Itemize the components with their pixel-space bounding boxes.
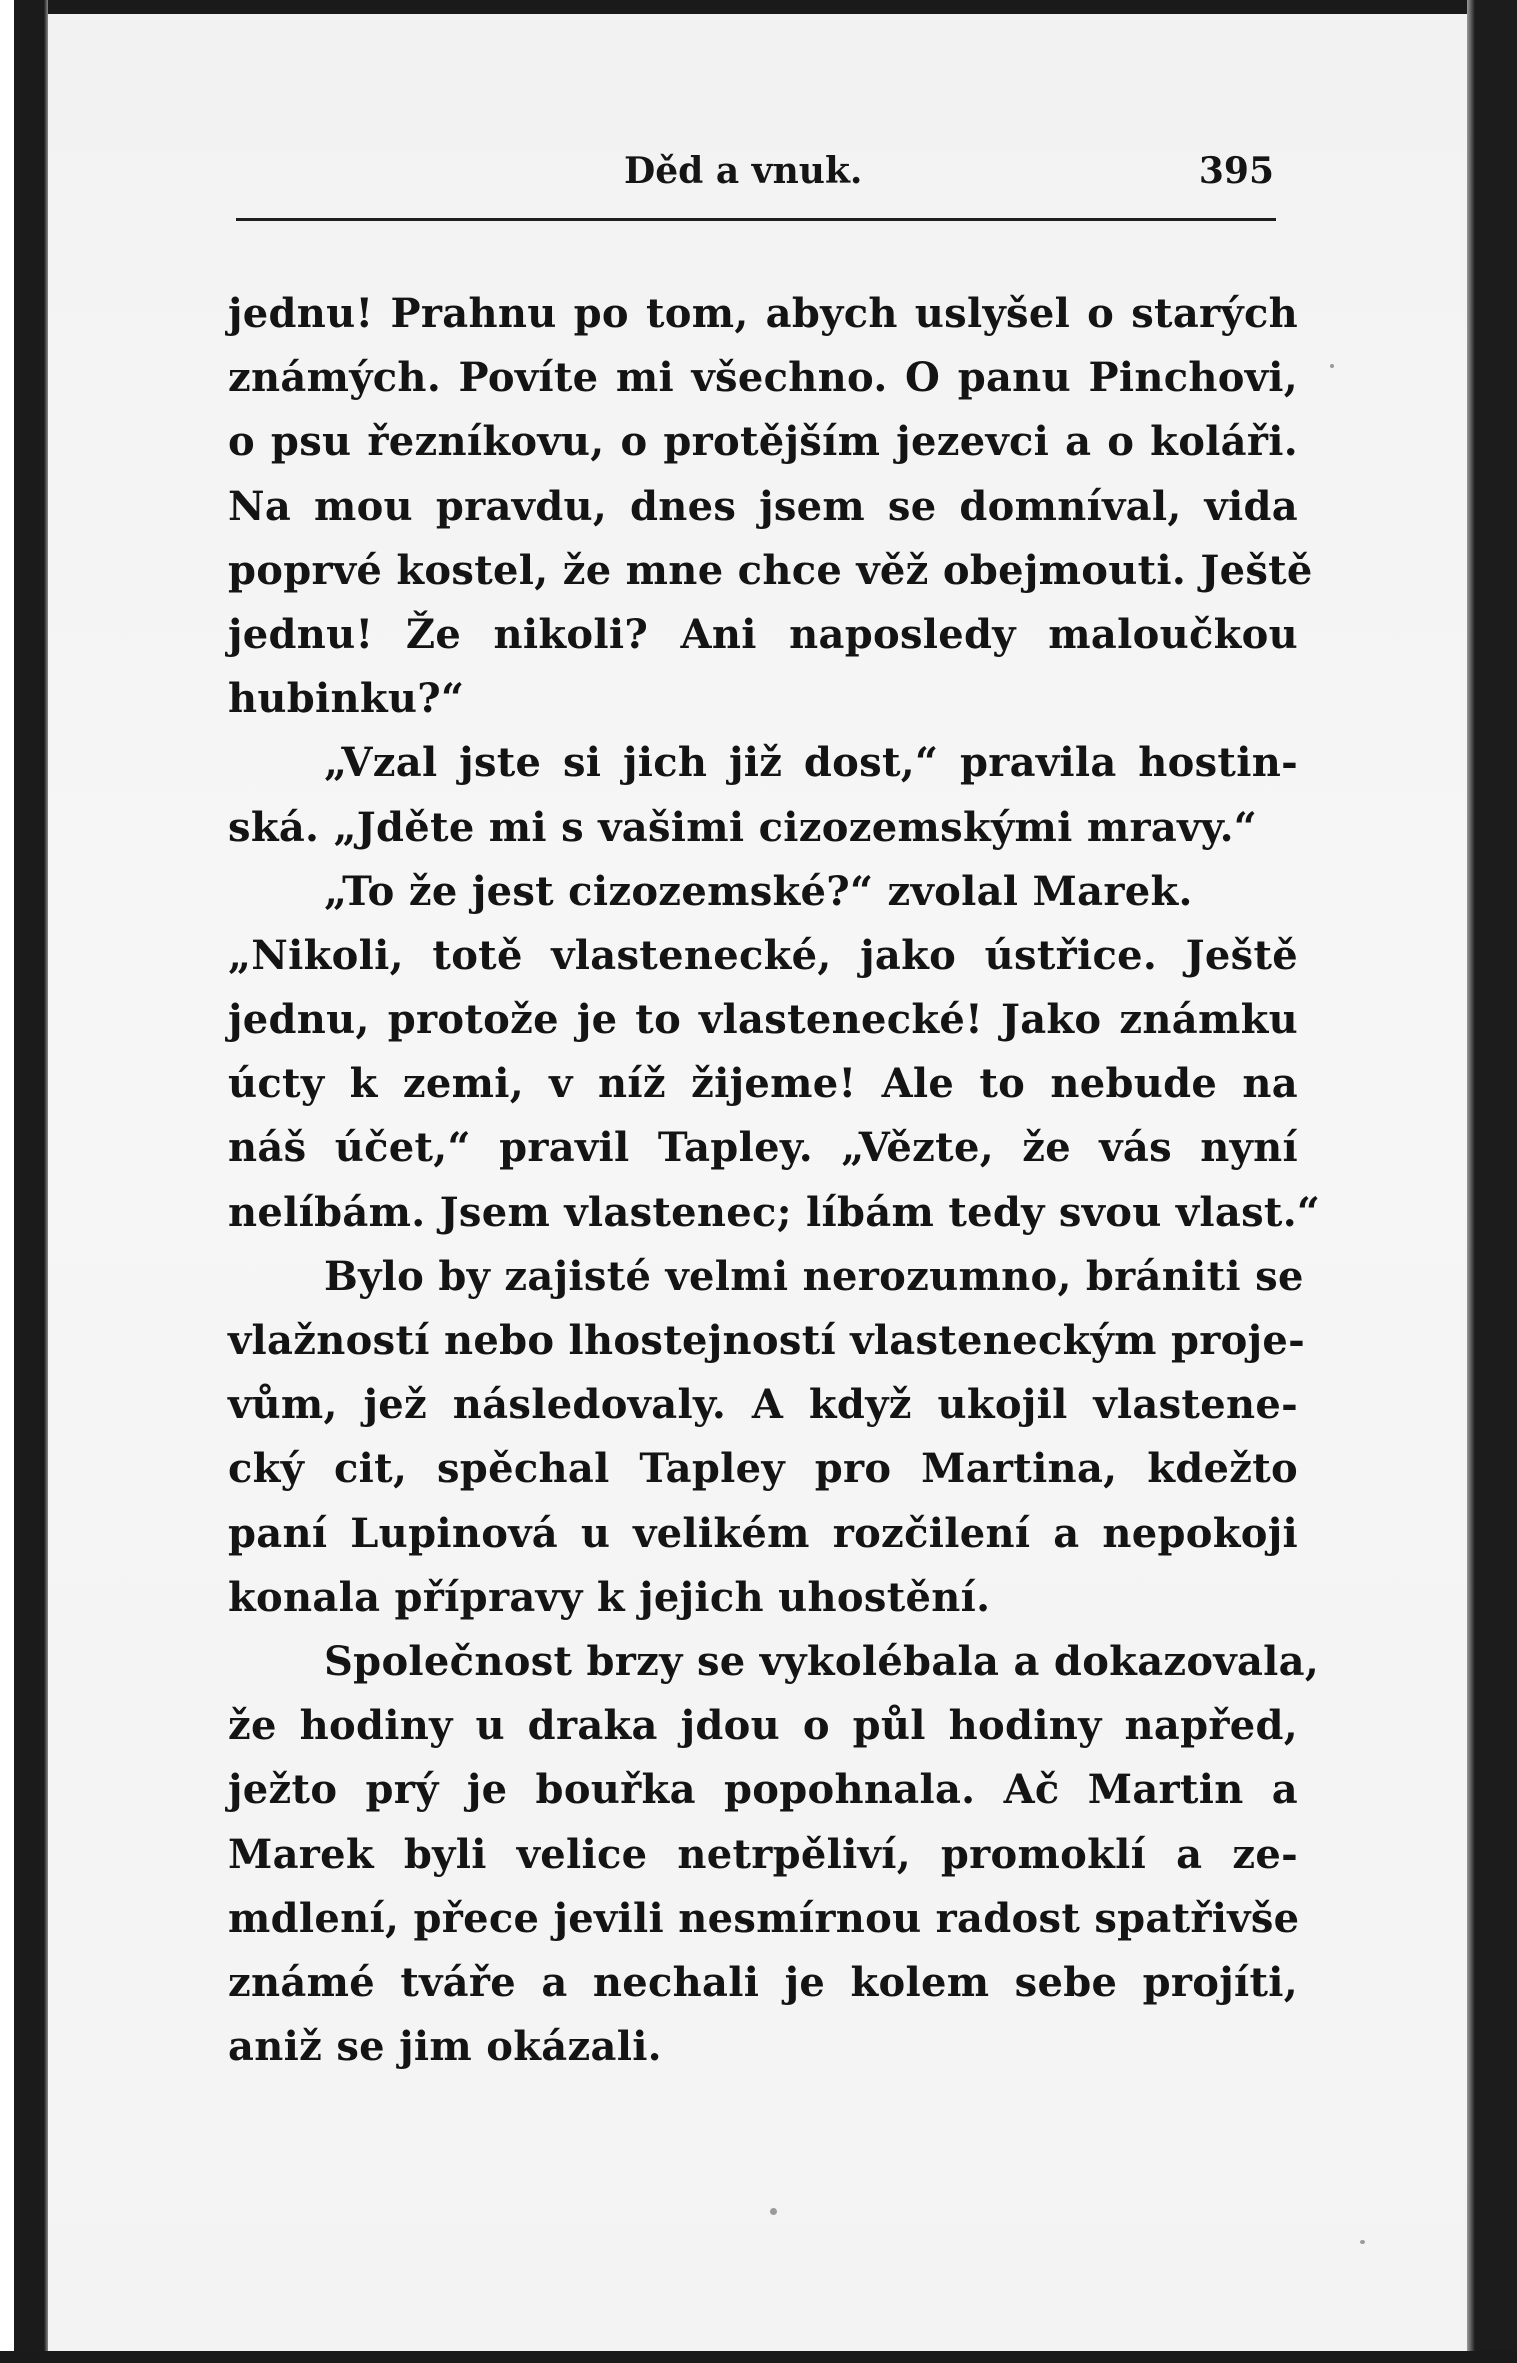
text-line: poprvé kostel, že mne chce věž obejmouti. Ještě bbox=[228, 546, 1313, 594]
text-line: že hodiny u draka jdou o půl hodiny napřed, bbox=[228, 1702, 1298, 1750]
text-line: známých. Povíte mi všechno. O panu Pinchovi, bbox=[228, 354, 1298, 402]
body-text bbox=[228, 282, 1321, 2079]
text-line: cký cit, spěchal Tapley pro Martina, kdežto bbox=[228, 1445, 1298, 1493]
paper-speck bbox=[1330, 364, 1334, 368]
text-line: „Nikoli, totě vlastenecké, jako ústřice. Ještě bbox=[228, 931, 1298, 979]
text-line: jednu! Že nikoli? Ani naposledy maloučkou bbox=[228, 610, 1298, 658]
page-number: 395 bbox=[1198, 150, 1274, 192]
text-line: ská. „Jděte mi s vašimi cizozemskými mravy.“ bbox=[228, 803, 1258, 851]
text-line: „Vzal jste si jich již dost,“ pravila hostin- bbox=[324, 739, 1298, 787]
text-line: jednu! Prahnu po tom, abych uslyšel o starých bbox=[228, 290, 1298, 337]
text-line: konala přípravy k jejich uhostění. bbox=[228, 1573, 991, 1621]
paper-speck bbox=[770, 2208, 777, 2215]
scan-border-top bbox=[0, 0, 1517, 14]
text-line: Společnost brzy se vykolébala a dokazovala, bbox=[324, 1637, 1320, 1685]
text-line: náš účet,“ pravil Tapley. „Vězte, že vás nyní bbox=[228, 1124, 1298, 1172]
text-line: Bylo by zajisté velmi nerozumno, brániti se bbox=[324, 1252, 1304, 1300]
scan-border-left bbox=[0, 0, 48, 2363]
header-rule bbox=[236, 218, 1276, 221]
text-line: úcty k zemi, v níž žijeme! Ale to nebude na bbox=[228, 1060, 1298, 1108]
text-line: „To že jest cizozemské?“ zvolal Marek. bbox=[324, 867, 1193, 915]
scan-border-right bbox=[1467, 0, 1517, 2363]
text-line: Marek byli velice netrpěliví, promoklí a ze- bbox=[228, 1830, 1298, 1878]
text-line: jednu, protože je to vlastenecké! Jako známku bbox=[228, 996, 1298, 1044]
text-line: paní Lupinová u velikém rozčilení a nepokoji bbox=[228, 1509, 1298, 1557]
text-line: ježto prý je bouřka popohnala. Ač Martin a bbox=[228, 1766, 1298, 1814]
text-line: vům, jež následovaly. A když ukojil vlastene- bbox=[228, 1381, 1298, 1429]
text-line: známé tváře a nechali je kolem sebe projíti, bbox=[228, 1958, 1298, 2006]
scan-border-bottom bbox=[0, 2351, 1517, 2363]
text-line: Na mou pravdu, dnes jsem se domníval, vida bbox=[228, 482, 1298, 530]
page-header bbox=[232, 150, 1274, 200]
text-line: nelíbám. Jsem vlastenec; líbám tedy svou vlast.“ bbox=[228, 1188, 1321, 1236]
running-title: Děd a vnuk. bbox=[624, 150, 863, 192]
text-line: aniž se jim okázali. bbox=[228, 2023, 662, 2071]
text-line: hubinku?“ bbox=[228, 675, 465, 723]
text-line: o psu řezníkovu, o protějším jezevci a o koláři. bbox=[228, 418, 1298, 466]
text-line: vlažností nebo lhostejností vlasteneckým proje- bbox=[228, 1317, 1306, 1364]
text-line: mdlení, přece jevili nesmírnou radost spatřivše bbox=[228, 1894, 1300, 1942]
paper-speck bbox=[1360, 2240, 1365, 2244]
